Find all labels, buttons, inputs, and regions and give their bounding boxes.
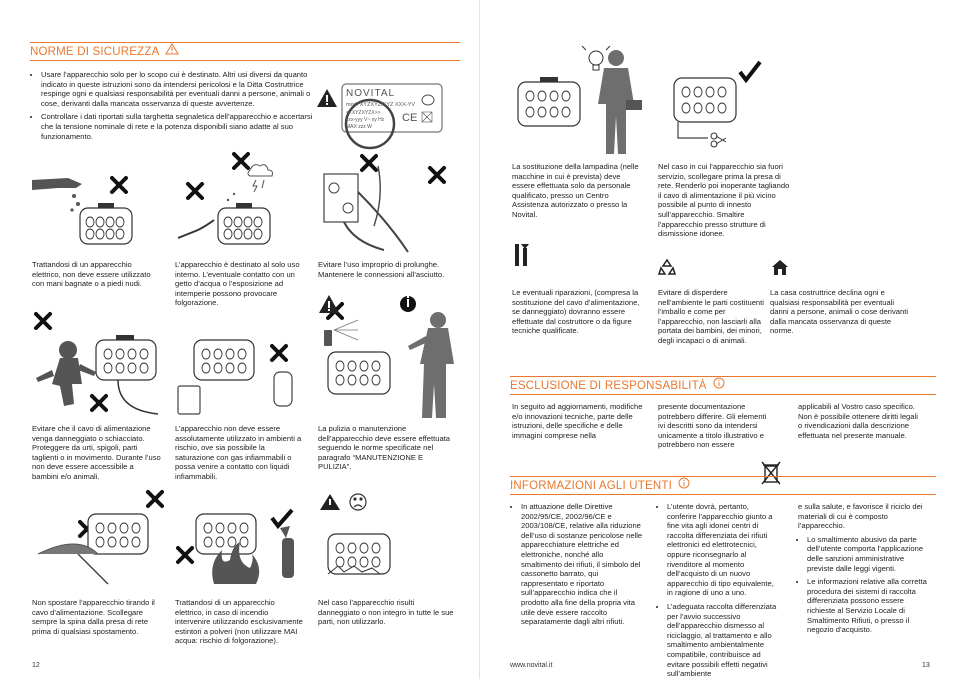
row3-illustrations xyxy=(28,488,478,588)
caption: La sostituzione della lampadina (nelle macchine in cui è prevista) deve essere effettuata solo da personale qualificato, presso un Centro Assistenza autorizzato o presso la Novital. xyxy=(512,162,639,219)
spray-bottle xyxy=(324,330,332,346)
forbidden-cross-icon xyxy=(272,346,286,360)
warning-triangle-icon xyxy=(165,43,179,61)
section-title: ESCLUSIONE DI RESPONSABILITÀ xyxy=(510,380,707,392)
info-bullet: • L’adeguata raccolta differenziata per l’avvio successivo dell’apparecchio dismesso al riciclaggio, al trattamento e allo smaltimento ambientalmente compatibile, contribuisce ad evitare possibili effetti negativi sull’ambiente xyxy=(667,602,778,679)
heater-illustration xyxy=(328,352,390,394)
caption: Trattandosi di un apparecchio elettrico, non deve essere utilizzato con mani bagnate o a piedi nudi. xyxy=(32,260,151,289)
heater-illustration xyxy=(218,203,270,244)
info-bullet: • In attuazione delle Direttive 2002/95/CE, 2002/96/CE e 2003/108/CE, relative alla riduzione dell’uso di sostanze pericolose nelle apparecchiature elettriche ed elettroniche, nonché allo smaltimento dei rifiuti, il simbolo del cassonetto barrato, qui rappresentato e riportato sull’apparecchio indica che il prodotto alla fine della propria vita utile deve essere raccolto separatamente dagli altri rifiuti. xyxy=(521,502,644,627)
forbidden-cross-icon xyxy=(148,492,162,506)
plate-max: MAX zzz W xyxy=(346,124,372,130)
section-title: NORME DI SICUREZZA xyxy=(30,46,160,58)
warning-triangle-icon xyxy=(316,88,338,108)
info-bullet: • Lo smaltimento abusivo da parte dell’utente comporta l’applicazione delle sanzioni amministrative previste dalle leggi vigenti. xyxy=(807,535,928,573)
info-circle-icon xyxy=(713,377,725,395)
technician-silhouette xyxy=(408,312,454,418)
check-mark-icon xyxy=(272,510,292,526)
plate-code: <<XYZXYZX>> xyxy=(346,110,381,116)
caption: L’apparecchio non deve essere assolutamente utilizzato in ambienti a rischio, ove sia possibile la saturazione con gas infiammabili o possa venire a contatto con liquidi infiammabili. xyxy=(175,424,302,481)
info-bullet: • Le informazioni relative alla corretta procedura dei sistemi di raccolta differenziata possono essere richieste al Servizio Locale di Smaltimento Rifiuti, o presso il negozio d’acquisto. xyxy=(807,577,928,635)
section-header-esclusione xyxy=(510,376,936,395)
caption: Evitare l’uso improprio di prolunghe. Mantenere le connessioni all’asciutto. xyxy=(318,260,445,279)
esclusione-col: presente documentazione potrebbero differire. Gli elementi ivi descritti sono da intendersi unicamente a titolo illustrativo e potrebbero non essere xyxy=(658,402,767,450)
info-paragraph: e sulla salute, e favorisce il riciclo dei materiali di cui è composto l’apparecchio. xyxy=(798,502,923,531)
website-link[interactable]: www.novital.it xyxy=(510,662,553,669)
caption: La casa costruttrice declina ogni e qualsiasi responsabilità per eventuali danni a persone, animali o cose derivanti dalla mancata osservanza di queste norme. xyxy=(770,288,909,336)
caption: Non spostare l’apparecchio tirando il cavo d’alimentazione. Scollegare sempre la spina dalla presa di rete prima di qualsiasi spostamento. xyxy=(32,598,155,636)
caption: Nel caso l’apparecchio risulti danneggiato o non integro in tutte le sue parti, non utilizzarlo. xyxy=(318,598,454,627)
technician-silhouette xyxy=(598,50,642,154)
info-bullet: • L’utente dovrà, pertanto, conferire l’apparecchio giunto a fine vita agli idonei centri di raccolta differenziata dei rifiuti elettronici ed elettrotecnici, oppure riconsegnarlo al rivenditore al momento dell’acquisto di un nuovo apparecchio di tipo equivalente, in ragione di uno a uno. xyxy=(667,502,778,598)
forbidden-cross-icon xyxy=(112,178,126,192)
plate-brand: NOVITAL xyxy=(346,88,396,99)
child-silhouette xyxy=(36,341,96,406)
rating-plate xyxy=(340,82,444,148)
forbidden-cross-icon xyxy=(92,396,106,410)
caption: L’apparecchio è destinato al solo uso interno. L’eventuale contatto con un getto d’acqua o l’esposizione ad intemperie possono provocare folgorazione. xyxy=(175,260,300,308)
check-mark-icon xyxy=(740,62,760,80)
caption: Evitare che il cavo di alimentazione venga danneggiato o schiacciato. Proteggere da urti, spigoli, parti taglienti o in movimento. Durante l’uso non deve essere accessibile a bambini e/o animali. xyxy=(32,424,161,481)
storm-cloud-icon xyxy=(248,165,273,192)
informazioni-col1 xyxy=(512,502,644,631)
heater-illustration xyxy=(196,514,256,554)
top-illustrations xyxy=(508,44,938,154)
heater-illustration xyxy=(328,534,390,574)
info-icon xyxy=(400,296,416,312)
warning-triangle-icon xyxy=(320,494,340,510)
lightbulb-icon xyxy=(582,46,610,70)
heater-illustration xyxy=(96,335,156,380)
section-header-informazioni xyxy=(510,476,936,495)
caption: Nel caso in cui l’apparecchio sia fuori servizio, scollegare prima la presa di rete. Renderlo poi inoperante tagliando il cavo di alimentazione il più vicino possibile al punto di innesto sull’apparecchio. Smaltire l’apparecchio presso strutture di dismissione idonee. xyxy=(658,162,790,239)
intro-list xyxy=(32,70,314,145)
caption: Trattandosi di un apparecchio elettrico, in caso di incendio intervenire utilizzando esclusivamente estintori a polveri (non utilizzare MAI acqua: rischio di folgorazione). xyxy=(175,598,303,646)
plate-model: mod. XYZXYZ/XYZ XXX-YV xyxy=(346,102,416,108)
left-page xyxy=(0,0,479,679)
page-number-right: 13 xyxy=(922,662,930,669)
heater-illustration xyxy=(80,203,132,244)
wet-hand-illustration xyxy=(32,178,82,212)
heater-illustration xyxy=(518,77,580,126)
page-number-left: 12 xyxy=(32,662,40,669)
row2-illustrations xyxy=(28,300,478,420)
heater-illustration xyxy=(88,514,148,554)
informazioni-col2 xyxy=(658,502,778,683)
heater-illustration xyxy=(194,340,254,380)
plate-voltage: xxx-yyy V~ xy Hz xyxy=(346,117,385,123)
forbidden-cross-icon xyxy=(234,154,248,168)
informazioni-col3 xyxy=(798,502,928,639)
home-icon xyxy=(770,258,790,276)
row1-illustrations xyxy=(28,150,308,250)
forbidden-cross-icon xyxy=(362,156,376,170)
info-circle-icon xyxy=(678,477,690,495)
esclusione-col: applicabili al Vostro caso specifico. Non è possibile ottenere diritti legali o rivendicazioni dalla descrizione effettuata nel presente manuale. xyxy=(798,402,918,440)
intro-bullet: • Usare l’apparecchio solo per lo scopo cui è destinato. Altri usi diversi da quanto indicato in queste istruzioni sono da intendersi pericolosi e la Ditta Costruttrice respinge ogni e qualsiasi responsabilità per eventuali danni a persone, animali o cose, derivanti dalla mancata osservanza di queste avvertenze. xyxy=(41,70,314,108)
forbidden-cross-icon xyxy=(430,168,444,182)
sad-face-icon xyxy=(350,494,366,510)
forbidden-cross-icon xyxy=(36,314,50,328)
fire-extinguisher-icon xyxy=(280,526,294,578)
section-title: INFORMAZIONI AGLI UTENTI xyxy=(510,480,672,492)
wrench-screwdriver-icon xyxy=(512,242,532,268)
caption: Le eventuali riparazioni, (compresa la sostituzione del cavo d’alimentazione, se danneggiato) dovranno essere effettuate dal costruttore o da figure tecniche qualificate. xyxy=(512,288,640,336)
intro-bullet: • Controllare i dati riportati sulla targhetta segnaletica dell’apparecchio e accertarsi che la tensione nominale di rete e la potenza disponibili siano adatte al suo funzionamento. xyxy=(41,112,314,141)
warning-triangle-icon xyxy=(318,294,340,314)
forbidden-cross-icon xyxy=(178,548,192,562)
caption: La pulizia o manutenzione dell’apparecchio deve essere effettuata seguendo le norme specificate nel paragrafo “MANUTENZIONE E PULIZIA”. xyxy=(318,424,450,472)
esclusione-col: In seguito ad aggiornamenti, modifiche e/o innovazioni tecniche, parte delle istruzioni, delle specifiche e delle immagini comprese nella xyxy=(512,402,643,440)
extension-cord-illustration xyxy=(318,152,468,252)
ce-mark: CE xyxy=(402,112,418,124)
heater-illustration xyxy=(674,78,736,122)
right-page xyxy=(480,0,959,679)
scissors-icon xyxy=(711,133,726,147)
forbidden-cross-icon xyxy=(188,184,202,198)
recycle-icon xyxy=(658,258,676,276)
section-header-norme xyxy=(30,42,460,61)
caption: Evitare di disperdere nell’ambiente le parti costituenti l’imballo e come per l’apparecchio, non lasciarli alla portata dei bambini, dei minori, degli incapaci o di animali. xyxy=(658,288,764,345)
